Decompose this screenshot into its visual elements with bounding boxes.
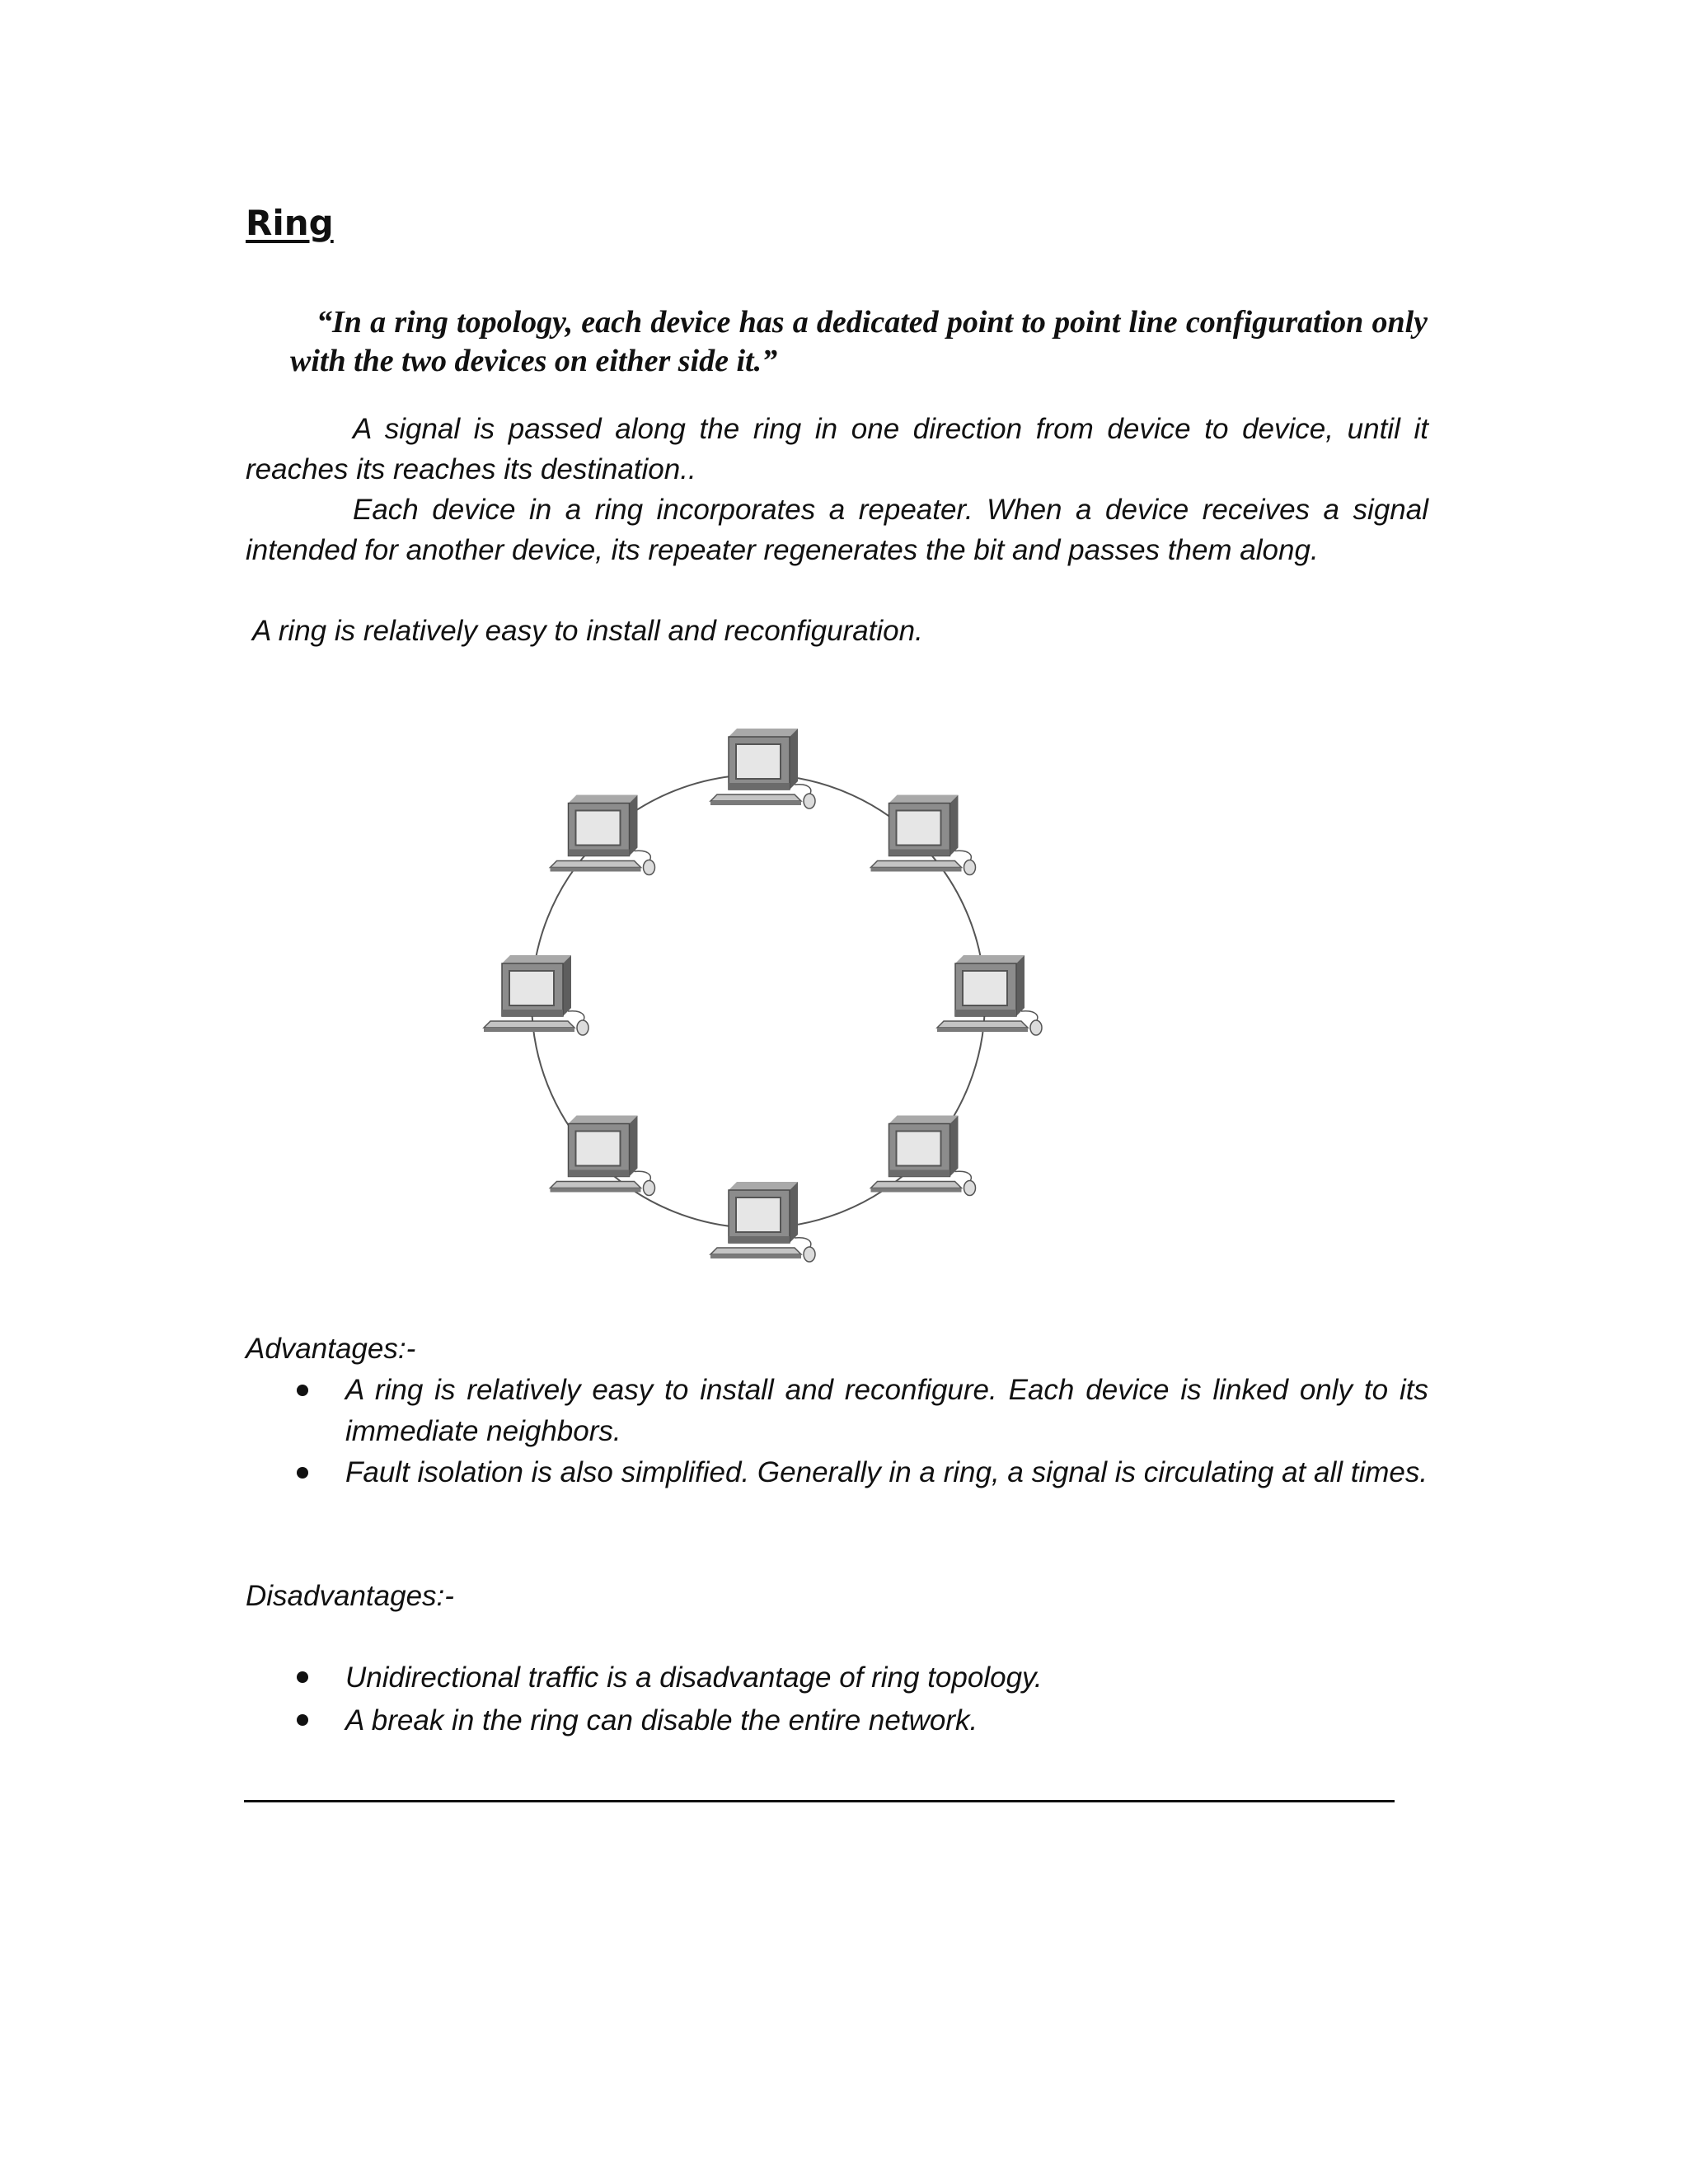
disadvantages-heading: Disadvantages:-	[246, 1580, 454, 1612]
bullet-icon	[297, 1714, 308, 1726]
computer-icon	[484, 955, 588, 1035]
paragraph-signal: A signal is passed along the ring in one direction from device to device, until it reaches its reaches its destination..	[246, 413, 1428, 485]
bullet-icon	[297, 1671, 308, 1683]
computer-icon	[871, 795, 976, 875]
list-item-text: A ring is relatively easy to install and reconfigure. Each device is linked only to its immediate neighbors.	[345, 1374, 1428, 1447]
computer-icon	[551, 1116, 655, 1196]
bullet-icon	[297, 1385, 308, 1396]
list-item-text: Fault isolation is also simplified. Generally in a ring, a signal is circulating at all times.	[345, 1456, 1428, 1488]
bullet-icon	[297, 1467, 308, 1479]
list-item	[246, 1699, 1428, 1742]
computer-icon	[551, 795, 655, 875]
definition-quote: “In a ring topology, each device has a dedicated point to point line configuration only with the two devices on either side it.”	[290, 305, 1428, 378]
paragraph-repeater: Each device in a ring incorporates a repeater. When a device receives a signal intended for another device, its repeater regenerates the bit and passes them along.	[246, 494, 1428, 566]
ring-topology-diagram	[462, 717, 1055, 1269]
computer-icon	[871, 1116, 976, 1196]
list-item-text: Unidirectional traffic is a disadvantage of ring topology.	[345, 1661, 1043, 1694]
advantages-heading: Advantages:-	[246, 1333, 416, 1365]
advantages-list	[246, 1370, 1428, 1493]
disadvantages-list	[246, 1657, 1428, 1742]
horizontal-rule	[244, 1800, 1395, 1802]
list-item-text: A break in the ring can disable the entire network.	[345, 1704, 978, 1736]
list-item	[246, 1370, 1428, 1452]
computer-icon	[710, 729, 815, 808]
list-item	[246, 1657, 1428, 1699]
paragraph-install: A ring is relatively easy to install and reconfiguration.	[252, 615, 923, 647]
page-title: Ring	[246, 203, 334, 243]
computer-icon	[937, 955, 1042, 1035]
list-item	[246, 1452, 1428, 1493]
computer-icon	[710, 1182, 815, 1262]
